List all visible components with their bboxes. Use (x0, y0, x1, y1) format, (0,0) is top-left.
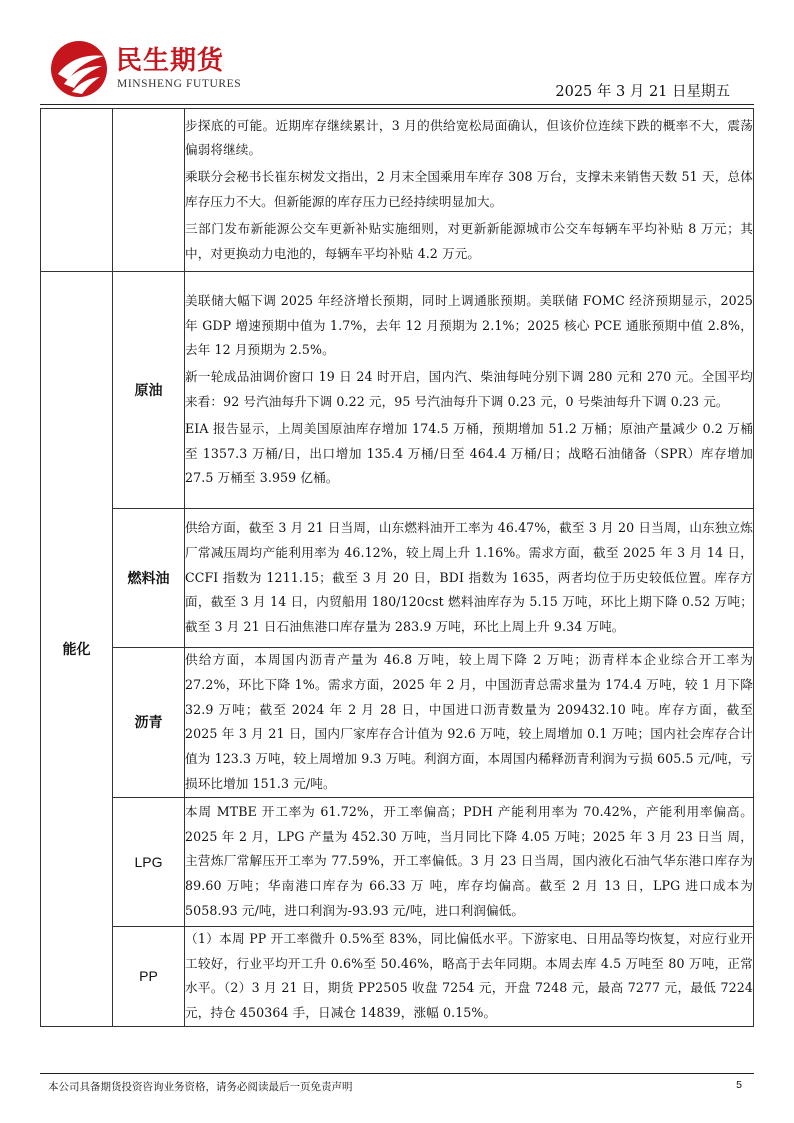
category-cell-chemicals: 能化 (41, 272, 113, 1027)
table-row-crude-oil (41, 272, 754, 509)
minsheng-logo-icon (50, 40, 108, 98)
product-lpg: LPG (113, 797, 185, 926)
footer-divider (40, 1073, 754, 1074)
asphalt-content (185, 648, 754, 798)
table-row-asphalt (41, 648, 754, 798)
table-row-fuel-oil (41, 509, 754, 648)
continued-content-cell (185, 109, 754, 272)
product-crude-oil: 原油 (113, 272, 185, 509)
product-asphalt: 沥青 (113, 648, 185, 798)
page-number: 5 (736, 1079, 742, 1091)
header-divider (40, 104, 754, 105)
table-row-continued (41, 109, 754, 272)
paragraph: EIA 报告显示，上周美国原油库存增加 174.5 万桶，预期增加 51.2 万桶；原油产量减少 0.2 万桶至 1357.3 万桶/日，出口增加 135.4 万桶/日至 464.4 万桶/日；战略石油储备（SPR）库存增加 27.5 万桶至 3.959 亿桶。 (185, 420, 753, 486)
paragraph: 本周 MTBE 开工率为 61.72%，开工率偏高；PDH 产能利用率为 70.42%，产能利用率偏高。 2025 年 2 月，LPG 产量为 452.30 万吨，当月同比下降 4.05 万吨；2025 年 3 月 23 日当 周，主营炼厂常解压开工率为 77.59%，开工率偏低。3 月 23 日当周，国内液化石油气华东港口库存为 89.60 万吨；华南港口库存为 66.33 万 吨，库存均偏高。截至 2 月 13 日，LPG 进口成本为 5058.93 元/吨，进口利润为-93.93 元/吨，进口利润偏低。 (185, 803, 753, 918)
paragraph: 新一轮成品油调价窗口 19 日 24 时开启，国内汽、柴油每吨分别下调 280 元和 270 元。全国平均来看：92 号汽油每升下调 0.22 元，95 号汽油每升下调 0.23 元，0 号柴油每升下调 0.23 元。 (185, 369, 753, 409)
brand-name-en: MINSHENG FUTURES (117, 78, 242, 90)
paragraph: 步探底的可能。近期库存继续累计，3 月的供给宽松局面确认，但该价位连续下跌的概率不大，震荡偏弱将继续。 (185, 117, 753, 158)
paragraph: （1）本周 PP 开工率微升 0.5%至 83%，同比偏低水平。下游家电、日用品等均恢复，对应行业开工较好，行业平均开工升 0.6%至 50.46%，略高于去年同期。本周去库 4.5 万吨至 80 万吨，正常水平。（2）3 月 21 日，期货 PP2505 收盘 7254 元，开盘 7248 元，最高 7277 元，最低 7224 元，持仓 450364 手，日减仓 14839，涨幅 0.15%。 (185, 930, 753, 1021)
product-cell-empty (113, 109, 185, 272)
paragraph: 美联储大幅下调 2025 年经济增长预期，同时上调通胀预期。美联储 FOMC 经济预期显示，2025 年 GDP 增速预期中值为 1.7%，去年 12 月预期为 2.1%；2025 核心 PCE 通胀预期中值 2.8%，去年 12 月预期为 2.5%。 (185, 292, 753, 358)
pp-content (185, 926, 754, 1026)
report-date: 2025 年 3 月 21 日星期五 (555, 84, 730, 100)
product-fuel-oil: 燃料油 (113, 509, 185, 648)
commodity-table (40, 108, 754, 1027)
category-cell-empty (41, 109, 113, 272)
fuel-oil-content (185, 509, 754, 648)
paragraph: 供给方面，本周国内沥青产量为 46.8 万吨，较上周下降 2 万吨；沥青样本企业综合开工率为 27.2%，环比下降 1%。需求方面，2025 年 2 月，中国沥青总需求量为 174.4 万吨，较 1 月下降 32.9 万吨；截至 2024 年 2 月 28 日，中国进口沥青数量为 209432.10 吨。库存方面，截至 2025 年 3 月 21 日，国内厂家库存合计值为 92.6 万吨，较上周增加 0.1 万吨；国内社会库存合计值为 123.3 万吨，较上周增加 9.3 万吨。利润方面，本周国内稀释沥青利润为亏损 605.5 元/吨，亏损环比增加 151.3 元/吨。 (185, 652, 753, 791)
footer-disclaimer: 本公司具备期货投资咨询业务资格，请务必阅读最后一页免责声明 (48, 1081, 353, 1093)
page-header (0, 0, 794, 110)
table-row-lpg (41, 797, 754, 926)
table-row-pp (41, 926, 754, 1026)
lpg-content (185, 797, 754, 926)
crude-oil-content (185, 272, 754, 509)
paragraph: 三部门发布新能源公交车更新补贴实施细则，对更新新能源城市公交车每辆车平均补贴 8 万元；其中，对更换动力电池的，每辆车平均补贴 4.2 万元。 (185, 220, 753, 261)
brand-name-cn: 民生期货 (116, 46, 225, 76)
product-pp: PP (113, 926, 185, 1026)
paragraph: 供给方面，截至 3 月 21 日当周，山东燃料油开工率为 46.47%，截至 3 月 20 日当周，山东独立炼厂常减压周均产能利用率为 46.12%，较上周上升 1.16%。需求方面，截至 2025 年 3 月 14 日，CCFI 指数为 1211.15；截至 3 月 20 日，BDI 指数为 1635，两者均位于历史较低位置。库存方面，截至 3 月 14 日，内贸船用 180/120cst 燃料油库存为 5.15 万吨，环比上期下降 0.52 万吨；截至 3 月 21 日石油焦港口库存量为 283.9 万吨，环比上周上升 9.34 万吨。 (185, 520, 753, 635)
paragraph: 乘联分会秘书长崔东树发文指出，2 月末全国乘用车库存 308 万台，支撑未来销售天数 51 天，总体库存压力不大。但新能源的库存压力已经持续明显加大。 (185, 169, 753, 209)
